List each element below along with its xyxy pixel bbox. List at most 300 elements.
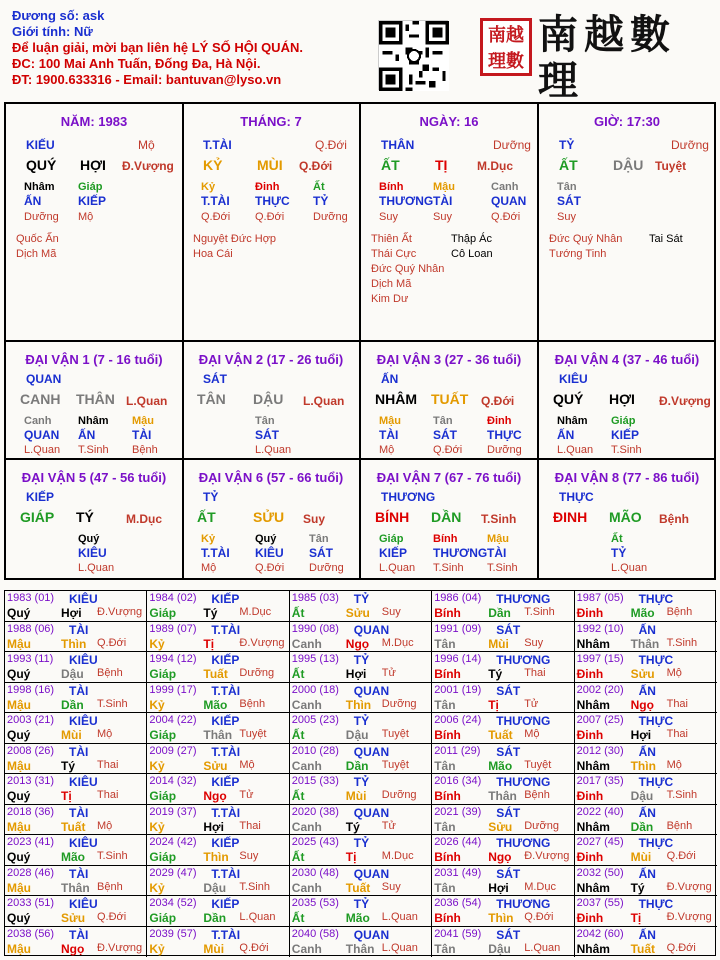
dai-van-4[interactable] xyxy=(539,342,715,460)
year-can: Kỷ xyxy=(149,880,165,895)
dai-van-title: ĐẠI VẬN 6 (57 - 66 tuổi) xyxy=(198,470,344,485)
year-cell[interactable] xyxy=(575,622,717,653)
year-cell[interactable] xyxy=(5,866,147,897)
year-life-stage: M.Dục xyxy=(239,606,272,618)
year-life-stage: Tử xyxy=(381,819,396,832)
year-can: Mậu xyxy=(7,636,31,651)
year-chi: Dần xyxy=(61,697,84,712)
year-life-stage: L.Quan xyxy=(381,941,418,954)
year-chi: Mùi xyxy=(488,636,509,651)
hidden-god: KIẾP xyxy=(78,194,107,208)
dai-van-6[interactable] xyxy=(183,460,361,578)
hidden-god: SÁT xyxy=(309,546,333,560)
year-ten-god: KIÊU xyxy=(69,897,98,911)
year-chi: Tuất xyxy=(345,880,371,895)
year-label: 2013 (31) xyxy=(7,775,55,787)
year-life-stage: Đ.Vượng xyxy=(239,636,285,649)
year-chi: Tị xyxy=(488,697,499,712)
year-can: Bính xyxy=(434,850,461,864)
year-chi: Sửu xyxy=(203,758,228,773)
year-ten-god: THƯƠNG xyxy=(496,897,551,911)
year-label: 1999 (17) xyxy=(149,683,197,696)
pillar-shen-sha: Tướng Tinh xyxy=(549,248,607,260)
year-life-stage: Q.Đới xyxy=(239,941,269,954)
year-life-stage: L.Quan xyxy=(524,941,561,954)
year-ten-god: TÀI xyxy=(69,744,89,759)
year-label: 2040 (58) xyxy=(291,927,339,940)
pillar-chi: DẬU xyxy=(613,157,644,173)
year-can: Kỷ xyxy=(149,758,165,773)
year-life-stage: Mộ xyxy=(666,667,682,679)
year-chi: Dậu xyxy=(345,728,369,742)
year-label: 1992 (10) xyxy=(576,622,624,635)
hidden-god: SÁT xyxy=(255,428,279,442)
year-ten-god: ẤN xyxy=(638,622,656,637)
year-cell[interactable] xyxy=(5,652,147,683)
year-cell[interactable] xyxy=(575,927,717,958)
year-cell[interactable] xyxy=(147,591,289,622)
year-label: 2026 (44) xyxy=(434,836,482,848)
year-can: Giáp xyxy=(149,911,177,925)
year-life-stage: Đ.Vượng xyxy=(666,911,712,923)
year-label: 2022 (40) xyxy=(576,805,624,818)
year-ten-god: KIẾP xyxy=(211,836,240,850)
pillar-star-state: Dưỡng xyxy=(493,138,531,152)
year-can: Tân xyxy=(434,819,456,834)
dai-van-star: KIẾP xyxy=(26,490,55,504)
dai-van-can: TÂN xyxy=(197,391,226,407)
hidden-god: TỶ xyxy=(611,546,627,560)
year-label: 1988 (06) xyxy=(7,622,55,635)
year-cell[interactable] xyxy=(432,774,574,805)
year-cell[interactable] xyxy=(575,774,717,805)
pillar-1[interactable] xyxy=(6,104,184,342)
hidden-stem: Kỷ xyxy=(201,533,216,545)
hidden-stage: Mộ xyxy=(78,211,94,223)
year-cell[interactable] xyxy=(147,713,289,744)
year-life-stage: Q.Đới xyxy=(524,911,554,923)
year-chi: Tý xyxy=(203,606,218,620)
year-life-stage: T.Sinh xyxy=(239,880,270,893)
year-cell[interactable] xyxy=(147,622,289,653)
year-ten-god: T.TÀI xyxy=(211,927,241,942)
year-label: 2032 (50) xyxy=(576,866,624,879)
dai-van-2[interactable] xyxy=(183,342,361,460)
year-chi: Hợi xyxy=(345,667,367,681)
qr-code-icon[interactable] xyxy=(378,20,448,90)
pillar-title: GIỜ: 17:30 xyxy=(593,114,660,129)
year-life-stage: Bệnh xyxy=(666,819,693,832)
year-ten-god: THƯƠNG xyxy=(496,775,551,789)
year-ten-god: TÀI xyxy=(69,622,89,637)
pillar-3[interactable] xyxy=(361,104,539,342)
year-can: Đinh xyxy=(576,911,604,925)
year-ten-god: KIÊU xyxy=(69,836,98,850)
year-chi: Thìn xyxy=(345,697,372,712)
pillar-4[interactable] xyxy=(539,104,715,342)
dai-van-chi: HỢI xyxy=(609,391,635,407)
year-chi: Dậu xyxy=(488,941,511,956)
pillar-shen-sha: Hoa Cái xyxy=(193,248,233,260)
year-cell[interactable] xyxy=(5,622,147,653)
year-cell[interactable] xyxy=(432,683,574,714)
pillar-can: QUÝ xyxy=(26,157,57,173)
year-can: Giáp xyxy=(149,789,177,803)
year-chi: Mão xyxy=(630,606,655,620)
year-chi: Thìn xyxy=(203,850,229,864)
year-cell[interactable] xyxy=(290,652,432,683)
year-label: 2010 (28) xyxy=(291,744,339,757)
year-can: Bính xyxy=(434,667,461,681)
year-life-stage: T.Sinh xyxy=(524,606,555,618)
year-cell[interactable] xyxy=(5,683,147,714)
year-cell[interactable] xyxy=(575,713,717,744)
year-life-stage: Tử xyxy=(524,697,539,710)
year-cell[interactable] xyxy=(5,713,147,744)
year-life-stage: Mộ xyxy=(97,819,113,832)
year-ten-god: THƯƠNG xyxy=(496,836,551,850)
dai-van-7[interactable] xyxy=(361,460,539,578)
year-label: 2004 (22) xyxy=(149,714,197,726)
year-cell[interactable] xyxy=(147,744,289,775)
pillar-shen-sha: Đức Quý Nhân xyxy=(371,263,445,275)
year-cell[interactable] xyxy=(290,805,432,836)
year-can: Nhâm xyxy=(576,819,610,834)
dai-van-stage: T.Sinh xyxy=(481,512,517,526)
year-life-stage: Bệnh xyxy=(666,606,693,618)
year-cell[interactable] xyxy=(575,652,717,683)
hidden-stem: Canh xyxy=(24,415,52,427)
year-can: Bính xyxy=(434,728,461,742)
hidden-stage: T.Sinh xyxy=(433,562,464,574)
hidden-stem: Canh xyxy=(491,181,519,193)
hidden-god: THỰC xyxy=(487,428,522,442)
year-cell[interactable] xyxy=(432,652,574,683)
year-cell[interactable] xyxy=(290,713,432,744)
year-ten-god: QUAN xyxy=(353,683,390,698)
year-label: 2009 (27) xyxy=(149,744,197,757)
year-can: Đinh xyxy=(576,850,604,864)
header-info xyxy=(12,8,342,88)
year-ten-god: TỶ xyxy=(353,592,370,606)
year-label: 2038 (56) xyxy=(7,927,55,940)
year-life-stage: Dưỡng xyxy=(381,697,417,710)
year-ten-god: KIÊU xyxy=(69,775,98,789)
hidden-god: SÁT xyxy=(433,428,457,442)
year-can: Nhâm xyxy=(576,697,610,712)
year-cell[interactable] xyxy=(432,591,574,622)
dai-van-5[interactable] xyxy=(6,460,184,578)
year-life-stage: Mộ xyxy=(524,728,540,740)
year-can: Ất xyxy=(291,911,305,925)
year-can: Kỷ xyxy=(149,636,165,651)
year-ten-god: TỶ xyxy=(353,836,370,850)
year-label: 2023 (41) xyxy=(7,836,55,848)
year-cell[interactable] xyxy=(432,896,574,927)
year-life-stage: Bệnh xyxy=(97,667,123,679)
year-label: 2016 (34) xyxy=(434,775,482,787)
pillar-shen-sha: Thái Cực xyxy=(371,248,417,260)
year-cell[interactable] xyxy=(432,927,574,958)
year-chi: Dần xyxy=(488,606,511,620)
year-cell[interactable] xyxy=(575,896,717,927)
year-can: Ất xyxy=(291,606,305,620)
dai-van-chi: TÝ xyxy=(76,509,94,525)
year-ten-god: THỰC xyxy=(638,897,674,911)
hidden-stem: Tân xyxy=(433,415,453,427)
pillar-2[interactable] xyxy=(183,104,361,342)
dai-van-title: ĐẠI VẬN 2 (17 - 26 tuổi) xyxy=(198,352,344,367)
pillars-grid xyxy=(4,102,716,580)
dai-van-star: THƯƠNG xyxy=(381,490,436,504)
year-ten-god: KIÊU xyxy=(69,653,98,667)
year-cell[interactable] xyxy=(147,896,289,927)
year-ten-god: SÁT xyxy=(496,927,521,942)
year-cell[interactable] xyxy=(290,866,432,897)
hidden-stem: Giáp xyxy=(78,181,103,193)
year-cell[interactable] xyxy=(290,591,432,622)
year-chi: Tý xyxy=(488,667,503,681)
hidden-stem: Kỷ xyxy=(201,181,216,193)
year-life-stage: Suy xyxy=(381,880,401,893)
year-can: Ất xyxy=(291,728,305,742)
year-can: Canh xyxy=(291,880,322,895)
year-cell[interactable] xyxy=(432,744,574,775)
year-ten-god: SÁT xyxy=(496,805,521,820)
brand-logo: 南越數理 xyxy=(538,11,676,104)
dai-van-3[interactable] xyxy=(361,342,539,460)
year-label: 2029 (47) xyxy=(149,866,197,879)
hidden-stem: Mậu xyxy=(379,415,401,427)
year-life-stage: Tuyệt xyxy=(239,728,267,740)
year-can: Quý xyxy=(7,667,31,681)
year-life-stage: Đ.Vượng xyxy=(666,880,712,893)
year-chi: Tuất xyxy=(61,819,86,834)
year-cell[interactable] xyxy=(290,927,432,958)
year-can: Đinh xyxy=(576,606,604,620)
year-life-stage: Đ.Vượng xyxy=(97,941,143,954)
dai-van-chi: MÃO xyxy=(609,509,642,525)
dai-van-8[interactable] xyxy=(539,460,715,578)
dai-van-can: QUÝ xyxy=(553,391,584,407)
year-chi: Thìn xyxy=(488,911,514,925)
year-label: 2030 (48) xyxy=(291,866,339,879)
hidden-stem: Tân xyxy=(309,533,329,545)
year-chi: Mùi xyxy=(203,941,225,956)
year-label: 2007 (25) xyxy=(576,714,624,726)
year-cell[interactable] xyxy=(290,744,432,775)
dai-van-chi: SỬU xyxy=(253,509,285,525)
year-cell[interactable] xyxy=(147,927,289,958)
hidden-stage: Dưỡng xyxy=(313,211,348,223)
year-cell[interactable] xyxy=(432,622,574,653)
year-cell[interactable] xyxy=(575,591,717,622)
hidden-god: T.TÀI xyxy=(201,546,230,560)
year-ten-god: T.TÀI xyxy=(211,805,241,820)
dai-van-1[interactable] xyxy=(6,342,184,460)
year-can: Ất xyxy=(291,850,305,864)
year-cell[interactable] xyxy=(432,713,574,744)
hidden-stage: T.Sinh xyxy=(78,444,109,456)
dai-van-can: NHÂM xyxy=(375,391,417,407)
dai-van-can: ĐINH xyxy=(553,509,588,525)
pillar-shen-sha: Thập Ác xyxy=(451,233,492,245)
year-label: 1989 (07) xyxy=(149,622,197,635)
year-can: Nhâm xyxy=(576,941,610,956)
dai-van-can: BÍNH xyxy=(375,509,410,525)
year-label: 2018 (36) xyxy=(7,805,55,818)
year-ten-god: THỰC xyxy=(638,714,674,728)
hidden-stage: L.Quan xyxy=(557,444,594,456)
year-cell[interactable] xyxy=(290,683,432,714)
year-ten-god: THƯƠNG xyxy=(496,592,551,606)
dai-van-chi: DẬU xyxy=(253,391,284,407)
pillar-star-state: Mộ xyxy=(138,138,155,152)
hidden-god: TÀI xyxy=(433,194,453,208)
year-label: 1986 (04) xyxy=(434,592,482,604)
year-chi: Hợi xyxy=(488,880,509,895)
year-cell[interactable] xyxy=(147,683,289,714)
year-chi: Ngọ xyxy=(61,941,85,956)
year-cell[interactable] xyxy=(290,835,432,866)
hidden-stage: Dưỡng xyxy=(24,211,59,223)
year-life-stage: Tử xyxy=(381,667,396,679)
year-can: Nhâm xyxy=(576,880,610,895)
year-cell[interactable] xyxy=(147,805,289,836)
hidden-stem: Mậu xyxy=(433,181,455,193)
hidden-stage: T.Sinh xyxy=(487,562,518,574)
year-cell[interactable] xyxy=(290,774,432,805)
hidden-god: THỰC xyxy=(255,194,290,208)
year-ten-god: TỶ xyxy=(353,653,370,667)
dai-van-stage: Suy xyxy=(303,512,326,526)
hidden-stage: T.Sinh xyxy=(611,444,642,456)
year-cell[interactable] xyxy=(290,622,432,653)
year-cell[interactable] xyxy=(5,927,147,958)
year-cell[interactable] xyxy=(147,835,289,866)
owner-name: Đương số: ask xyxy=(12,8,105,23)
year-can: Giáp xyxy=(149,606,177,620)
year-chi: Sửu xyxy=(488,819,513,834)
year-chi: Thìn xyxy=(61,636,87,651)
year-chi: Mùi xyxy=(345,789,367,803)
year-can: Mậu xyxy=(7,758,31,773)
year-chi: Mão xyxy=(203,697,228,712)
hidden-god: ẤN xyxy=(557,428,575,442)
year-label: 1994 (12) xyxy=(149,653,197,665)
year-cell[interactable] xyxy=(575,805,717,836)
year-cell[interactable] xyxy=(5,591,147,622)
year-chi: Tuất xyxy=(630,941,656,956)
year-label: 2036 (54) xyxy=(434,897,482,909)
year-label: 2039 (57) xyxy=(149,927,197,940)
year-chi: Mão xyxy=(61,850,85,864)
year-cell[interactable] xyxy=(575,744,717,775)
year-label: 2001 (19) xyxy=(434,683,482,696)
year-can: Đinh xyxy=(576,728,604,742)
dai-van-can: CANH xyxy=(20,391,61,407)
hidden-stage: L.Quan xyxy=(255,444,292,456)
hidden-stage: Mộ xyxy=(201,562,217,574)
year-life-stage: M.Dục xyxy=(524,880,556,893)
year-life-stage: Suy xyxy=(524,636,544,649)
year-cell[interactable] xyxy=(432,835,574,866)
year-can: Đinh xyxy=(576,789,604,803)
seal-mark-2: 理數 xyxy=(488,51,524,72)
year-life-stage: Suy xyxy=(381,606,401,618)
year-cell[interactable] xyxy=(290,896,432,927)
year-life-stage: Bệnh xyxy=(97,880,123,893)
year-cell[interactable] xyxy=(5,774,147,805)
pillar-star-state: Dưỡng xyxy=(671,138,709,152)
pillar-title: NĂM: 1983 xyxy=(60,114,128,129)
year-cell[interactable] xyxy=(147,866,289,897)
dai-van-star: ẤN xyxy=(381,372,399,386)
contact-line: Để luận giải, mời bạn liên hệ LÝ SỐ HỘI QUÁN. xyxy=(12,40,303,55)
year-chi: Mão xyxy=(345,911,370,925)
year-life-stage: Thai xyxy=(97,758,119,771)
year-life-stage: Đ.Vượng xyxy=(97,606,143,618)
year-can: Canh xyxy=(291,941,322,956)
year-life-stage: T.Sinh xyxy=(666,789,698,801)
year-can: Bính xyxy=(434,911,461,925)
dai-van-stage: Bệnh xyxy=(659,512,689,526)
pillar-main-star: KIẾU xyxy=(26,138,55,152)
year-chi: Dần xyxy=(630,819,654,834)
year-cell[interactable] xyxy=(147,652,289,683)
pillar-shen-sha: Đức Quý Nhân xyxy=(549,233,623,245)
year-chi: Ngọ xyxy=(630,697,654,712)
year-life-stage: Suy xyxy=(239,850,259,862)
year-chi: Thân xyxy=(61,880,90,895)
year-cell[interactable] xyxy=(5,805,147,836)
year-cell[interactable] xyxy=(5,896,147,927)
year-life-stage: M.Dục xyxy=(381,850,414,862)
year-cell[interactable] xyxy=(575,835,717,866)
year-ten-god: QUAN xyxy=(353,744,390,759)
pillar-life-stage: Đ.Vượng xyxy=(122,159,174,173)
year-cell[interactable] xyxy=(432,866,574,897)
year-label: 1987 (05) xyxy=(576,592,624,604)
dai-van-title: ĐẠI VẬN 8 (77 - 86 tuổi) xyxy=(554,470,700,485)
year-ten-god: SÁT xyxy=(496,866,521,881)
year-cell[interactable] xyxy=(5,835,147,866)
pillar-chi: TỊ xyxy=(435,157,448,173)
dai-van-can: ẤT xyxy=(197,509,216,525)
year-can: Ất xyxy=(291,667,305,681)
gender: Giới tính: Nữ xyxy=(12,24,93,39)
year-ten-god: KIẾP xyxy=(211,897,240,911)
year-can: Bính xyxy=(434,606,461,620)
year-label: 2012 (30) xyxy=(576,744,624,757)
year-cell[interactable] xyxy=(5,744,147,775)
year-ten-god: ẤN xyxy=(638,927,656,942)
year-chi: Dậu xyxy=(61,667,84,681)
pillar-shen-sha: Dịch Mã xyxy=(371,278,412,290)
year-chi: Tý xyxy=(630,880,645,895)
year-life-stage: Thai xyxy=(666,728,688,740)
year-cell[interactable] xyxy=(147,774,289,805)
year-cell[interactable] xyxy=(432,805,574,836)
year-chi: Tý xyxy=(345,819,360,834)
pillar-life-stage: M.Dục xyxy=(477,159,513,173)
pillar-life-stage: Q.Đới xyxy=(299,159,333,173)
year-cell[interactable] xyxy=(575,683,717,714)
year-cell[interactable] xyxy=(575,866,717,897)
year-ten-god: THỰC xyxy=(638,775,674,789)
dai-van-star: KIÊU xyxy=(559,372,588,386)
dai-van-title: ĐẠI VẬN 4 (37 - 46 tuổi) xyxy=(554,352,700,367)
